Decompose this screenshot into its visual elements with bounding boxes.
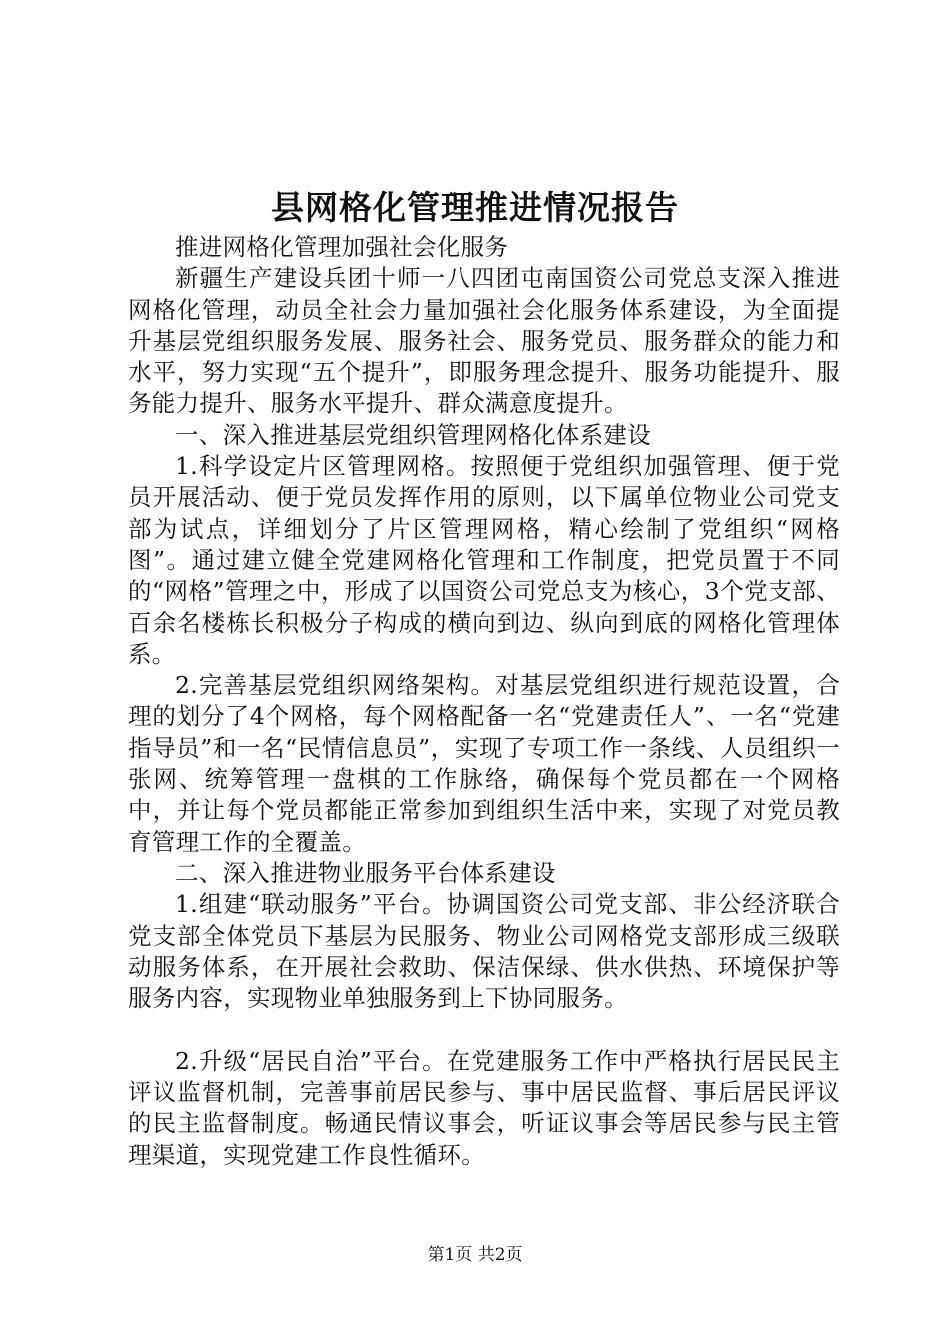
document-title: 县网格化管理推进情况报告 <box>271 188 679 227</box>
paragraph-subtitle: 推进网格化管理加强社会化服务 <box>175 233 509 261</box>
section-heading-1: 一、深入推进基层党组织管理网格化体系建设 <box>175 420 651 449</box>
section-heading-2: 二、深入推进物业服务平台体系建设 <box>175 858 556 887</box>
paragraph-item: 1.组建“联动服务”平台。协调国资公司党支部、非公经济联合党支部全体党员下基层为民服务、物业公司网格党支部形成三级联动服务体系，在开展社会救助、保洁保绿、供水供热、环境保护等服务内容，实现物业单独服务到上下协同服务。 <box>128 890 840 1013</box>
paragraph-item: 2.升级“居民自治”平台。在党建服务工作中严格执行居民民主评议监督机制，完善事前居民参与、事中居民监督、事后居民评议的民主监督制度。畅通民情议事会，听证议事会等居民参与民主管理渠道，实现党建工作良性循环。 <box>128 1046 840 1169</box>
paragraph-item: 1.科学设定片区管理网格。按照便于党组织加强管理、便于党员开展活动、便于党员发挥作用的原则，以下属单位物业公司党支部为试点，详细划分了片区管理网格，精心绘制了党组织“网格图”。通过建立健全党建网格化管理和工作制度，把党员置于不同的“网格”管理之中，形成了以国资公司党总支为核心，3个党支部、百余名楼栋长积极分子构成的横向到边、纵向到底的网格化管理体系。 <box>128 452 840 668</box>
page-footer: 第1页 共2页 <box>427 1245 523 1265</box>
paragraph-intro: 新疆生产建设兵团十师一八四团屯南国资公司党总支深入推进网格化管理，动员全社会力量加强社会化服务体系建设，为全面提升基层党组织服务发展、服务社会、服务党员、服务群众的能力和水平，努力实现“五个提升”，即服务理念提升、服务功能提升、服务能力提升、服务水平提升、群众满意度提升。 <box>128 264 840 418</box>
document-body <box>128 232 840 1171</box>
paragraph-item: 2.完善基层党组织网络架构。对基层党组织进行规范设置，合理的划分了4个网格，每个网格配备一名“党建责任人”、一名“党建指导员”和一名“民情信息员”，实现了专项工作一条线、人员组织一张网、统筹管理一盘棋的工作脉络，确保每个党员都在一个网格中，并让每个党员都能正常参加到组织生活中来，实现了对党员教育管理工作的全覆盖。 <box>128 671 840 856</box>
